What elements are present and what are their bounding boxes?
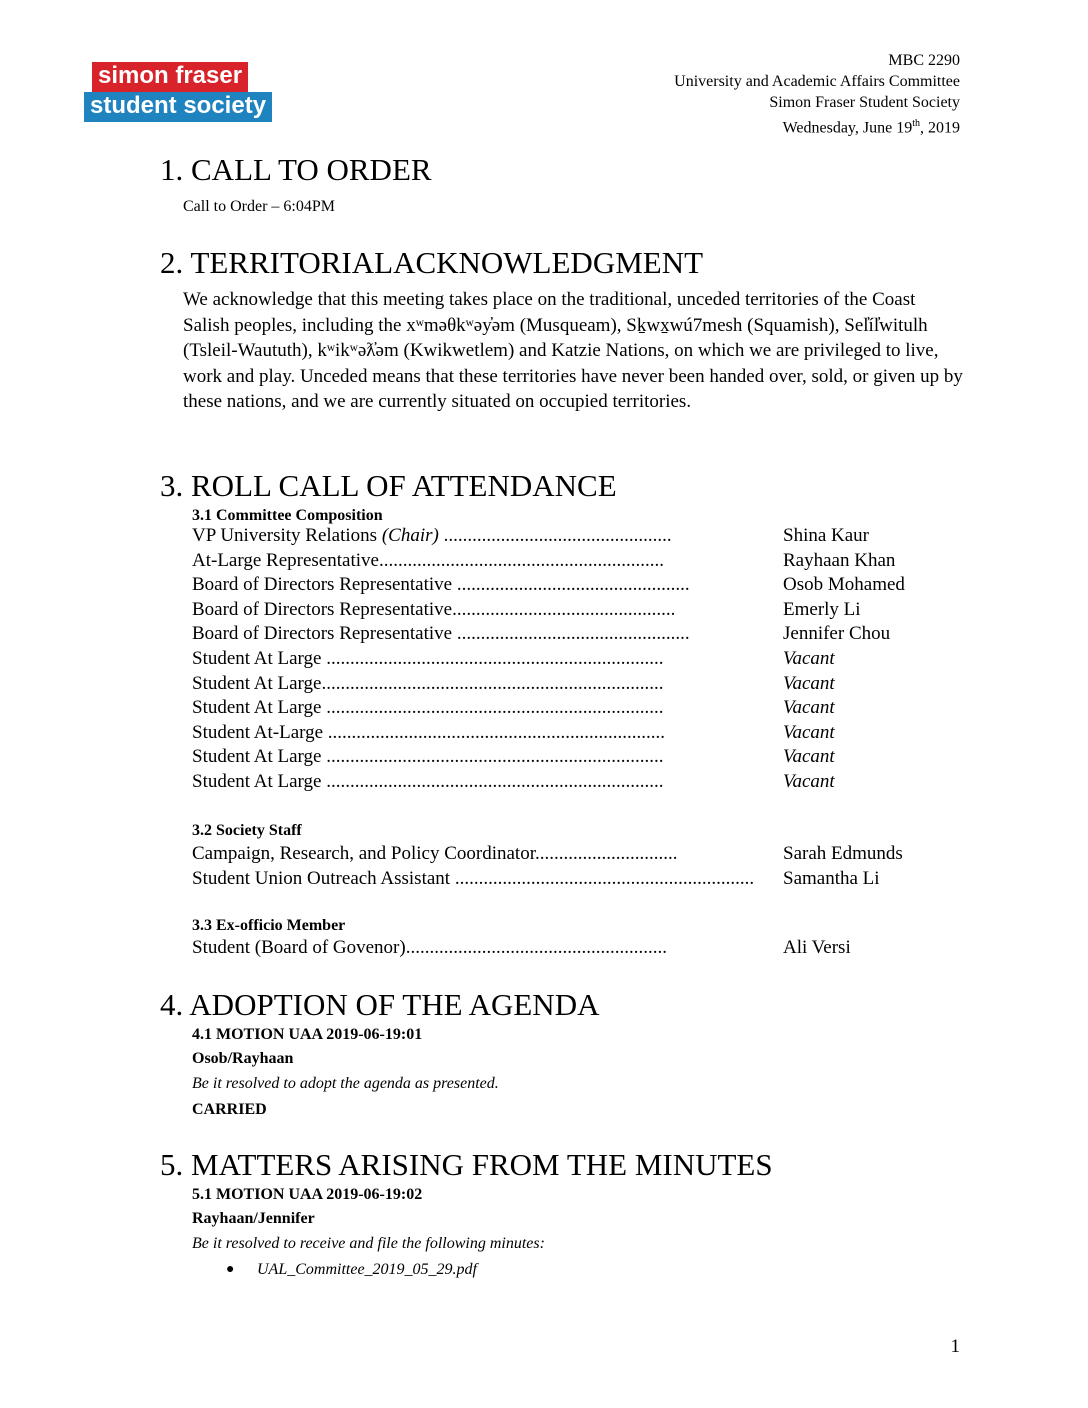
roster-name: Samantha Li [783, 867, 880, 889]
roster-name: Vacant [783, 672, 835, 694]
roster-role-text: Student At-Large [192, 721, 324, 743]
subsection-3-1: 3.1 Committee Composition [192, 507, 383, 524]
motion-5-1-movers: Rayhaan/Jennifer [192, 1210, 315, 1227]
document-header [674, 50, 960, 138]
roster-role-note: (Chair) [381, 525, 439, 546]
roster-role [192, 598, 675, 623]
roster-role-text: Board of Directors Representative [192, 574, 453, 596]
roster-role-text: Student At Large [192, 746, 322, 768]
section-5-heading: 5. MATTERS ARISING FROM THE MINUTES [160, 1147, 773, 1182]
motion-4-1-result: CARRIED [192, 1101, 267, 1118]
motion-4-1-text: Be it resolved to adopt the agenda as presented. [192, 1075, 499, 1092]
roster-name: Emerly Li [783, 598, 861, 620]
roster-role-text: VP University Relations [192, 525, 382, 546]
roster-role-text: Board of Directors Representative [192, 598, 453, 620]
roster-role-text: Student Union Outreach Assistant [192, 867, 451, 889]
roster-role-text: Board of Directors Representative [192, 623, 453, 645]
section-2-heading: 2. TERRITORIALACKNOWLEDGMENT [160, 245, 704, 280]
roster-row [192, 696, 932, 721]
call-to-order-text: Call to Order – 6:04PM [183, 198, 335, 215]
roster-role [192, 622, 690, 647]
roster-role [192, 696, 663, 721]
roster-role [192, 721, 665, 746]
territorial-acknowledgment-text: We acknowledge that this meeting takes place on the traditional, unceded territories of the Coast Salish peoples, including the xʷməθkʷəy̓əm (Musqueam), Sḵwx̱wú7mesh (Squamish), Sel̓íl̓witulh (Tsleil-Waututh), kʷikʷəƛ̓əm (Kwikwetlem) and Katzie Nations, on which we are privileged to live, work and play. Unceded means that these territories have never been handed over, sold, or given up by these nations, and we are currently situated on occupied territories. [183, 289, 963, 412]
section-3-heading: 3. ROLL CALL OF ATTENDANCE [160, 468, 617, 503]
leader-dots: ....................................................................... [321, 746, 664, 768]
roster-row [192, 573, 932, 598]
section-1-heading: 1. CALL TO ORDER [160, 152, 432, 187]
roster-name: Jennifer Chou [783, 623, 891, 645]
minutes-file-item: UAL_Committee_2019_05_29.pdf [257, 1261, 477, 1278]
leader-dots: ................................................ [438, 525, 672, 546]
roster-role [192, 672, 663, 697]
roster-role-text: Campaign, Research, and Policy Coordinator [192, 843, 535, 864]
leader-dots: ............................................... [452, 598, 676, 620]
leader-dots: ............................................................... [450, 867, 755, 889]
section-4-heading: 4. ADOPTION OF THE AGENDA [160, 987, 600, 1022]
roster-row [192, 598, 932, 623]
roster-name: Vacant [783, 647, 835, 669]
roster-role-text: Student (Board of Govenor) [192, 937, 406, 958]
roster-name: Ali Versi [783, 937, 851, 958]
roster-role [192, 573, 690, 598]
roster-role [192, 745, 663, 770]
sfss-logo [84, 62, 266, 122]
leader-dots: ....................................................................... [321, 770, 664, 792]
header-date: Wednesday, June 19th, 2019 [782, 118, 960, 137]
roster-role-text: At-Large Representative [192, 549, 379, 571]
leader-dots: .............................. [534, 843, 678, 864]
header-committee: University and Academic Affairs Committee [674, 73, 960, 90]
leader-dots: ................................................. [452, 623, 690, 645]
roster-role-text: Student At Large [192, 672, 322, 694]
society-staff-list [192, 842, 932, 891]
motion-4-1-movers: Osob/Rayhaan [192, 1050, 294, 1067]
roster-row [192, 842, 932, 867]
leader-dots: ....................................................................... [321, 697, 664, 719]
roster-row [192, 647, 932, 672]
roster-name: Sarah Edmunds [783, 843, 903, 864]
roster-role [192, 647, 663, 672]
roster-row [192, 745, 932, 770]
header-society: Simon Fraser Student Society [769, 94, 960, 111]
roster-row [192, 524, 932, 549]
roster-name: Vacant [783, 746, 835, 768]
roster-row [192, 672, 932, 697]
roster-role [192, 936, 667, 961]
roster-role [192, 549, 664, 574]
page-number: 1 [950, 1336, 960, 1357]
logo-line-1: simon fraser [92, 62, 248, 92]
roster-name: Shina Kaur [783, 525, 870, 546]
leader-dots: ................................................. [452, 574, 690, 596]
roster-row [192, 721, 932, 746]
roster-name: Vacant [783, 721, 835, 743]
roster-row [192, 622, 932, 647]
roster-name: Vacant [783, 770, 835, 792]
leader-dots: ............................................................ [378, 549, 664, 571]
roster-role-text: Student At Large [192, 697, 322, 719]
motion-4-1: 4.1 MOTION UAA 2019-06-19:01 [192, 1026, 423, 1043]
subsection-3-3: 3.3 Ex-officio Member [192, 917, 346, 934]
roster-row [192, 936, 932, 961]
roster-name: Vacant [783, 697, 835, 719]
roster-row [192, 549, 932, 574]
header-code: MBC 2290 [888, 52, 960, 69]
roster-role-text: Student At Large [192, 647, 322, 669]
roster-role-text: Student At Large [192, 770, 322, 792]
roster-name: Rayhaan Khan [783, 549, 896, 571]
motion-5-1-text: Be it resolved to receive and file the following minutes: [192, 1235, 545, 1252]
leader-dots: ....................................................................... [321, 647, 664, 669]
leader-dots: ........................................................................ [321, 672, 664, 694]
roster-role [192, 842, 677, 867]
roster-name: Osob Mohamed [783, 574, 905, 596]
motion-5-1: 5.1 MOTION UAA 2019-06-19:02 [192, 1186, 423, 1203]
bullet-icon: ● [226, 1262, 235, 1277]
committee-composition-list [192, 524, 932, 795]
roster-role [192, 867, 754, 892]
subsection-3-2: 3.2 Society Staff [192, 822, 302, 839]
leader-dots: ....................................................... [405, 937, 667, 958]
leader-dots: ....................................................................... [323, 721, 666, 743]
roster-row [192, 770, 932, 795]
roster-role [192, 524, 672, 549]
ex-officio-list [192, 936, 932, 961]
logo-line-2: student society [84, 92, 272, 122]
roster-row [192, 867, 932, 892]
roster-role [192, 770, 663, 795]
